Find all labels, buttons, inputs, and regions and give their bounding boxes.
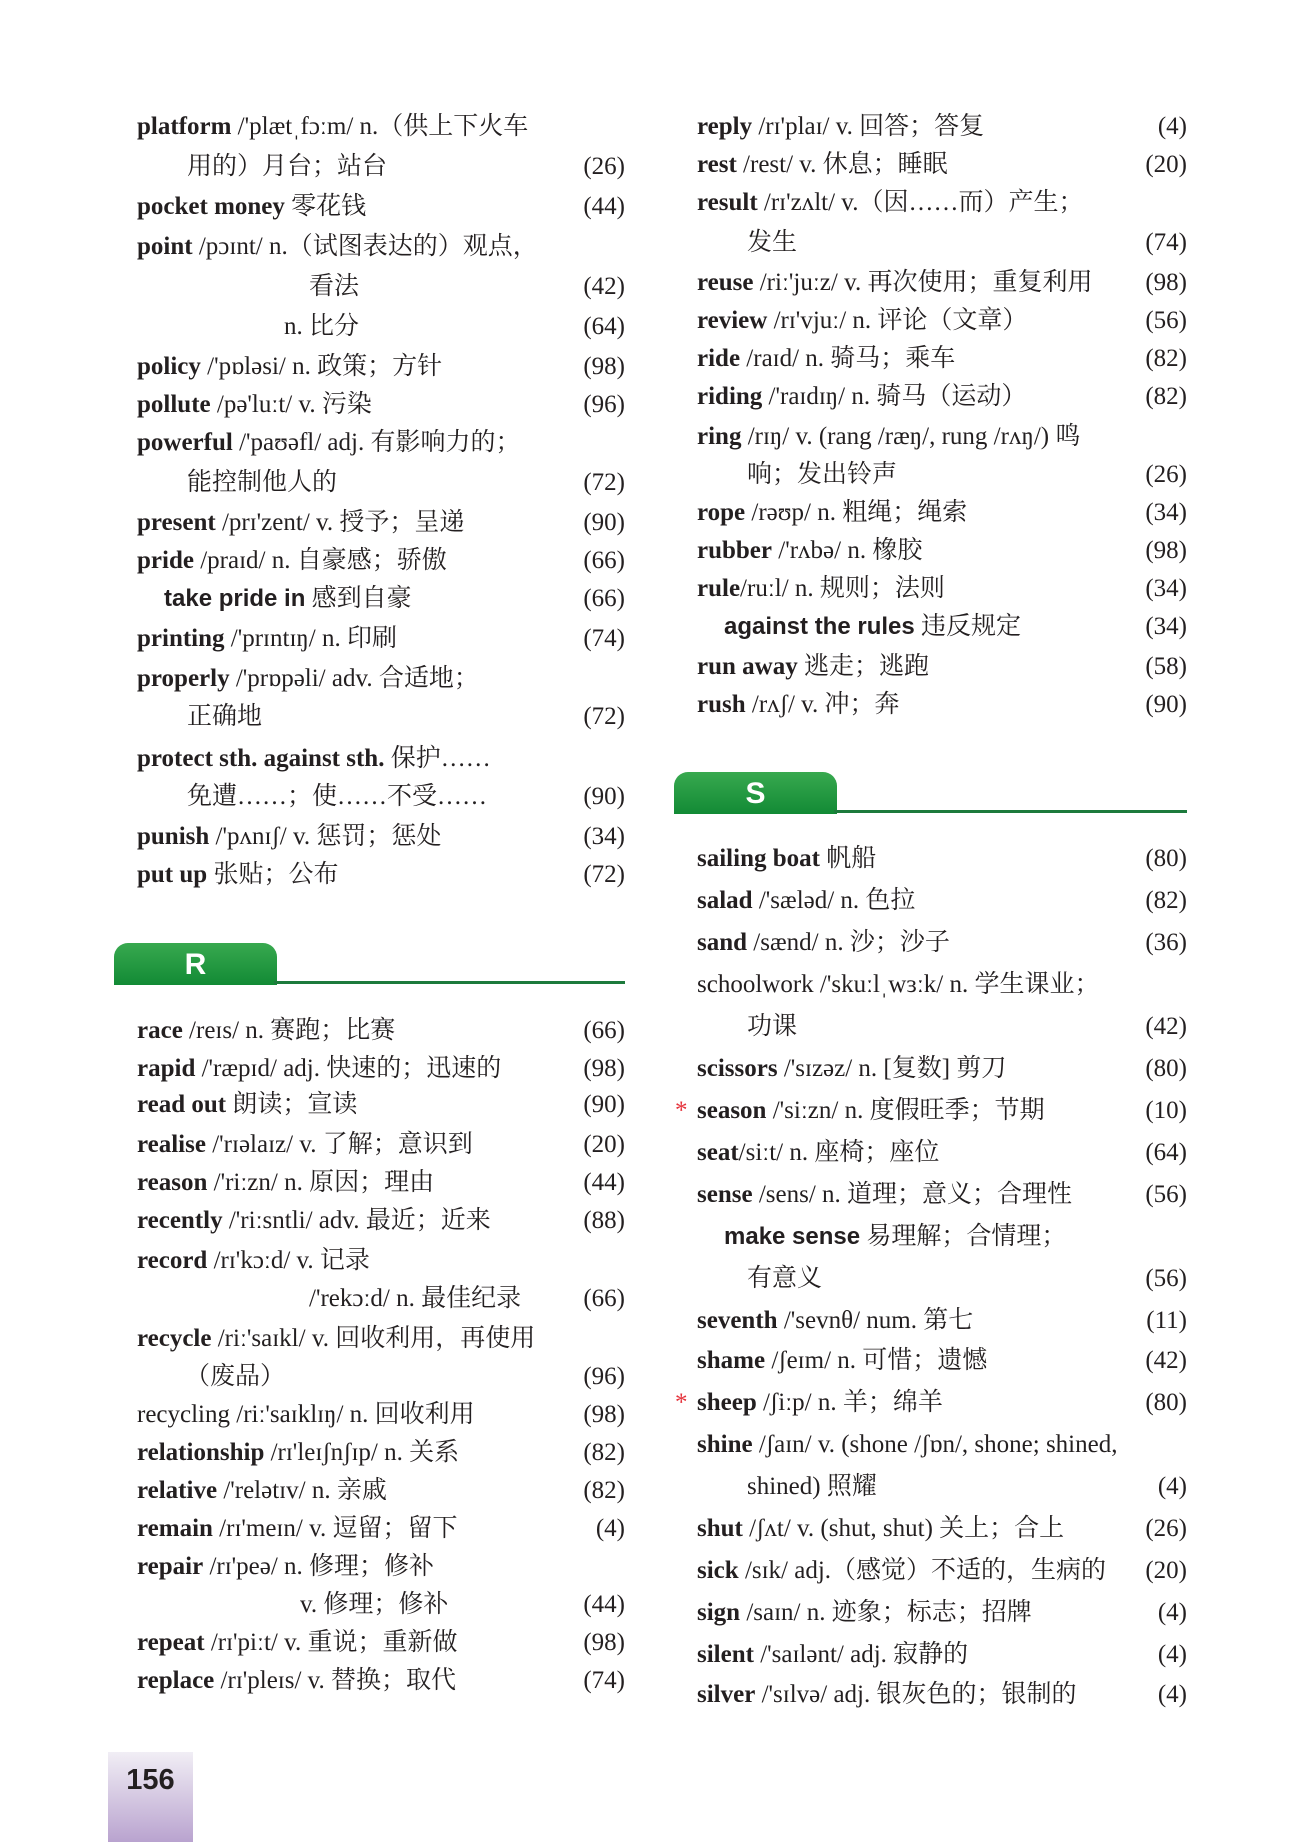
headword: present	[137, 509, 216, 536]
page-ref: (72)	[583, 469, 625, 496]
section-rule	[834, 810, 1187, 813]
definition: 功课	[747, 1013, 798, 1040]
page-ref: (90)	[583, 1091, 625, 1118]
entry-salad	[697, 882, 1187, 920]
entry-repair	[137, 1548, 625, 1586]
headword: punish	[137, 823, 210, 850]
headword: repeat	[137, 1629, 205, 1656]
page-ref: (20)	[1145, 151, 1187, 178]
definition: 朗读；宣读	[226, 1091, 358, 1118]
entry-shame	[697, 1342, 1187, 1380]
headword: reuse	[697, 269, 754, 296]
definition: /ʃʌt/ v. (shut, shut) 关上；合上	[742, 1515, 1065, 1542]
definition: /'sevnθ/ num. 第七	[777, 1307, 974, 1334]
entry-continuation	[137, 1358, 625, 1396]
definition: /'siːzn/ n. 度假旺季；节期	[766, 1097, 1045, 1124]
entry-relationship	[137, 1434, 625, 1472]
definition: /rɪ'zʌlt/ v.（因……而）产生；	[757, 189, 1084, 216]
entry-shine	[697, 1426, 1187, 1464]
page-ref: (66)	[583, 1285, 625, 1312]
entry-continuation	[697, 1260, 1187, 1298]
definition: /sænd/ n. 沙；沙子	[747, 929, 950, 956]
headword: read out	[137, 1091, 227, 1118]
page-ref: (74)	[583, 1667, 625, 1694]
page-ref: (26)	[1145, 1515, 1187, 1542]
section-letter: R	[114, 943, 277, 985]
page-ref: (82)	[583, 1439, 625, 1466]
entry-printing	[137, 620, 625, 658]
entry-sick	[697, 1552, 1187, 1590]
page-ref: (72)	[583, 861, 625, 888]
page-ref: (82)	[1145, 345, 1187, 372]
page-ref: (66)	[583, 1017, 625, 1044]
page-ref: (88)	[583, 1207, 625, 1234]
page-ref: (96)	[583, 1363, 625, 1390]
headword: platform	[137, 113, 232, 140]
page-ref: (64)	[583, 313, 625, 340]
entry-continuation	[137, 268, 625, 306]
definition: 张贴；公布	[207, 861, 339, 888]
entry-rope	[697, 494, 1187, 532]
headword: rush	[697, 691, 746, 718]
entry-present	[137, 504, 625, 542]
headword: sailing boat	[697, 845, 820, 872]
entry-ride	[697, 340, 1187, 378]
page-ref: (90)	[1145, 691, 1187, 718]
entry-continuation	[137, 698, 625, 736]
definition: /'rekɔːd/ n. 最佳纪录	[309, 1285, 522, 1312]
entry-recycle	[137, 1320, 625, 1358]
entry-pocket-money	[137, 188, 625, 226]
entry-put-up	[137, 856, 625, 894]
headword: recently	[137, 1207, 223, 1234]
page-ref: (26)	[1145, 461, 1187, 488]
page-ref: (20)	[1145, 1557, 1187, 1584]
headword: repair	[137, 1553, 204, 1580]
definition: 用的）月台；站台	[187, 153, 388, 180]
star-marker: *	[675, 1097, 688, 1124]
entry-protect	[137, 740, 625, 778]
entry-record	[137, 1242, 625, 1280]
entry-rubber	[697, 532, 1187, 570]
definition: v. 修理；修补	[300, 1591, 449, 1618]
entry-scissors	[697, 1050, 1187, 1088]
definition: 发生	[747, 229, 798, 256]
page-ref: (58)	[1145, 653, 1187, 680]
headword: ride	[697, 345, 741, 372]
entry-sense	[697, 1176, 1187, 1214]
definition: /rɪ'pleɪs/ v. 替换；取代	[214, 1667, 457, 1694]
page-ref: (90)	[583, 783, 625, 810]
page-ref: (44)	[583, 1591, 625, 1618]
entry-silver	[697, 1676, 1187, 1714]
headword: rule	[697, 575, 741, 602]
headword: review	[697, 307, 768, 334]
page-ref: (80)	[1145, 1389, 1187, 1416]
page-ref: (98)	[1145, 269, 1187, 296]
entry-reply	[697, 108, 1187, 146]
definition: /riː'saɪkl/ v. 回收利用，再使用	[211, 1325, 536, 1352]
entry-season	[675, 1092, 1187, 1130]
definition: /'sæləd/ n. 色拉	[752, 887, 916, 914]
definition: （废品）	[185, 1363, 286, 1390]
headword: relative	[137, 1477, 218, 1504]
entry-sheep	[675, 1384, 1187, 1422]
entry-result	[697, 184, 1187, 222]
definition: recycling /riː'saɪklɪŋ/ n. 回收利用	[137, 1401, 475, 1428]
definition: /'pɒləsi/ n. 政策；方针	[200, 353, 443, 380]
entry-run-away	[697, 648, 1187, 686]
definition: /'sɪzəz/ n. [复数] 剪刀	[777, 1055, 1007, 1082]
page-ref: (72)	[583, 703, 625, 730]
entry-sailing-boat	[697, 840, 1187, 878]
definition: 免遭……；使……不受……	[187, 783, 488, 810]
definition: /rest/ v. 休息；睡眠	[736, 151, 948, 178]
entry-pollute	[137, 386, 625, 424]
headword: protect sth. against sth.	[137, 745, 385, 772]
page-ref: (56)	[1145, 1265, 1187, 1292]
page-ref: (82)	[1145, 887, 1187, 914]
page-ref: (36)	[1145, 929, 1187, 956]
definition: 保护……	[384, 745, 491, 772]
entry-replace	[137, 1662, 625, 1700]
headword: reply	[697, 113, 753, 140]
definition: /'ræpɪd/ adj. 快速的；迅速的	[195, 1055, 502, 1082]
entry-continuation	[137, 1586, 625, 1624]
entry-continuation	[697, 1008, 1187, 1046]
page-ref: (44)	[583, 1169, 625, 1196]
page-ref: (56)	[1145, 307, 1187, 334]
headword: shine	[697, 1431, 753, 1458]
entry-properly	[137, 660, 625, 698]
definition: /rɪ'leɪʃnʃɪp/ n. 关系	[264, 1439, 460, 1466]
headword: replace	[137, 1667, 215, 1694]
page-ref: (98)	[583, 1055, 625, 1082]
definition: /rəʊp/ n. 粗绳；绳索	[745, 499, 968, 526]
definition: shined) 照耀	[747, 1473, 877, 1500]
star-marker: *	[675, 1389, 688, 1416]
headword: silent	[697, 1641, 754, 1668]
definition: /ʃaɪn/ v. (shone /ʃɒn/, shone; shined,	[752, 1431, 1118, 1458]
entry-take-pride-in	[137, 580, 625, 618]
page-ref: (44)	[583, 193, 625, 220]
page-ref: (74)	[583, 625, 625, 652]
entry-against-the-rules	[697, 608, 1187, 646]
page-ref: (42)	[1145, 1347, 1187, 1374]
headword: make sense	[724, 1223, 861, 1250]
entry-rapid	[137, 1050, 625, 1088]
headword: rubber	[697, 537, 772, 564]
entry-continuation	[697, 224, 1187, 262]
entry-continuation	[162, 1280, 625, 1318]
definition: /saɪn/ n. 迹象；标志；招牌	[740, 1599, 1032, 1626]
definition: /'paʊəfl/ adj. 有影响力的；	[232, 429, 521, 456]
entry-race	[137, 1012, 625, 1050]
definition: /rɪ'meɪn/ v. 逗留；留下	[212, 1515, 458, 1542]
definition: /pɔɪnt/ n.（试图表达的）观点，	[192, 233, 538, 260]
definition: /rɪ'peə/ n. 修理；修补	[203, 1553, 435, 1580]
page-ref: (98)	[583, 1401, 625, 1428]
headword: relationship	[137, 1439, 265, 1466]
page-ref: (74)	[1145, 229, 1187, 256]
page-ref: (10)	[1145, 1097, 1187, 1124]
definition: /rɪ'kɔːd/ v. 记录	[207, 1247, 370, 1274]
entry-repeat	[137, 1624, 625, 1662]
definition: /'pʌnɪʃ/ v. 惩罚；惩处	[209, 823, 442, 850]
page-ref: (66)	[583, 585, 625, 612]
definition: /'riːsntli/ adv. 最近；近来	[222, 1207, 491, 1234]
section-letter: S	[674, 772, 837, 814]
entry-recycling	[137, 1396, 625, 1434]
definition: /'saɪlənt/ adj. 寂静的	[753, 1641, 969, 1668]
page-ref: (42)	[583, 273, 625, 300]
definition: /'sɪlvə/ adj. 银灰色的；银制的	[755, 1681, 1077, 1708]
entry-policy	[137, 348, 625, 386]
headword: rope	[697, 499, 746, 526]
definition: /rɪ'plaɪ/ v. 回答；答复	[752, 113, 985, 140]
entry-continuation	[137, 464, 625, 502]
page-ref: (34)	[1145, 575, 1187, 602]
definition: /'prɪntɪŋ/ n. 印刷	[224, 625, 397, 652]
headword: record	[137, 1247, 208, 1274]
headword: remain	[137, 1515, 213, 1542]
page-ref: (98)	[583, 1629, 625, 1656]
headword: rapid	[137, 1055, 196, 1082]
entry-powerful	[137, 424, 625, 462]
entry-review	[697, 302, 1187, 340]
headword: seat	[697, 1139, 739, 1166]
page-ref: (34)	[1145, 499, 1187, 526]
headword: sick	[697, 1557, 739, 1584]
definition: /prɪ'zent/ v. 授予；呈递	[215, 509, 465, 536]
headword: pride	[137, 547, 194, 574]
page-ref: (4)	[1157, 1473, 1187, 1500]
entry-rest	[697, 146, 1187, 184]
section-rule	[274, 981, 625, 984]
headword: rest	[697, 151, 737, 178]
headword: point	[137, 233, 193, 260]
entry-shut	[697, 1510, 1187, 1548]
headword: ring	[697, 423, 742, 450]
definition: 能控制他人的	[187, 469, 338, 496]
definition: /riː'juːz/ v. 再次使用；重复利用	[753, 269, 1093, 296]
definition: /'rɪəlaɪz/ v. 了解；意识到	[205, 1131, 473, 1158]
definition: /'plætˌfɔːm/ n.（供上下火车	[231, 113, 529, 140]
headword: sheep	[697, 1389, 757, 1416]
definition: 响；发出铃声	[747, 461, 898, 488]
definition: 易理解；合情理；	[860, 1223, 1067, 1250]
section-header-s	[674, 772, 1187, 814]
definition: /'raɪdɪŋ/ n. 骑马（运动）	[762, 383, 1027, 410]
definition: /'prɒpəli/ adv. 合适地；	[229, 665, 479, 692]
entry-rule	[697, 570, 1187, 608]
definition: /sɪk/ adj.（感觉）不适的，生病的	[738, 1557, 1107, 1584]
headword: run away	[697, 653, 798, 680]
definition: /sens/ n. 道理；意义；合理性	[752, 1181, 1073, 1208]
page-ref: (80)	[1145, 1055, 1187, 1082]
page-ref: (4)	[1157, 1641, 1187, 1668]
headword: properly	[137, 665, 230, 692]
entry-point	[137, 228, 625, 266]
page-ref: (11)	[1146, 1307, 1187, 1334]
definition: /raɪd/ n. 骑马；乘车	[740, 345, 956, 372]
page-ref: (42)	[1145, 1013, 1187, 1040]
headword: realise	[137, 1131, 206, 1158]
headword: seventh	[697, 1307, 778, 1334]
entry-continuation	[697, 456, 1187, 494]
headword: policy	[137, 353, 201, 380]
definition: /rɪ'vjuː/ n. 评论（文章）	[767, 307, 1028, 334]
entry-pride	[137, 542, 625, 580]
entry-remain	[137, 1510, 625, 1548]
definition: /reɪs/ n. 赛跑；比赛	[182, 1017, 396, 1044]
page-number: 156	[126, 1764, 175, 1796]
headword: riding	[697, 383, 763, 410]
page-ref: (26)	[583, 153, 625, 180]
headword: salad	[697, 887, 753, 914]
entry-silent	[697, 1636, 1187, 1674]
page-ref: (4)	[1157, 113, 1187, 140]
headword: put up	[137, 861, 208, 888]
headword: race	[137, 1017, 183, 1044]
definition: /'riːzn/ n. 原因；理由	[207, 1169, 435, 1196]
definition: 感到自豪	[305, 585, 412, 612]
page-ref: (96)	[583, 391, 625, 418]
entry-seat	[697, 1134, 1187, 1172]
entry-sign	[697, 1594, 1187, 1632]
page-ref: (90)	[583, 509, 625, 536]
definition: 违反规定	[914, 613, 1021, 640]
entry-rush	[697, 686, 1187, 724]
definition: 正确地	[187, 703, 263, 730]
page-ref: (20)	[583, 1131, 625, 1158]
headword: sense	[697, 1181, 753, 1208]
definition: schoolwork /'skuːlˌwɜːk/ n. 学生课业；	[697, 971, 1100, 998]
page-ref: (4)	[1157, 1599, 1187, 1626]
entry-continuation	[137, 778, 625, 816]
page-ref: (64)	[1145, 1139, 1187, 1166]
definition: /siːt/ n. 座椅；座位	[738, 1139, 940, 1166]
definition: /ʃiːp/ n. 羊；绵羊	[756, 1389, 943, 1416]
entry-seventh	[697, 1302, 1187, 1340]
definition: n. 比分	[284, 313, 360, 340]
headword: take pride in	[164, 585, 306, 612]
entry-continuation	[697, 1468, 1187, 1506]
headword: shame	[697, 1347, 766, 1374]
page-ref: (98)	[1145, 537, 1187, 564]
section-header-r	[114, 943, 625, 985]
definition: /rɪ'piːt/ v. 重说；重新做	[204, 1629, 458, 1656]
headword: sign	[697, 1599, 741, 1626]
headword: printing	[137, 625, 225, 652]
headword: recycle	[137, 1325, 212, 1352]
definition: /rʌʃ/ v. 冲；奔	[745, 691, 900, 718]
definition: /ruːl/ n. 规则；法则	[740, 575, 945, 602]
page-ref: (34)	[1145, 613, 1187, 640]
headword: shut	[697, 1515, 743, 1542]
entry-make-sense	[697, 1218, 1187, 1256]
definition: 有意义	[747, 1265, 823, 1292]
definition: /rɪŋ/ v. (rang /ræŋ/, rung /rʌŋ/) 鸣	[741, 423, 1081, 450]
headword: scissors	[697, 1055, 778, 1082]
entry-recently	[137, 1202, 625, 1240]
headword: pollute	[137, 391, 211, 418]
entry-platform	[137, 108, 625, 146]
entry-read-out	[137, 1086, 625, 1124]
headword: silver	[697, 1681, 756, 1708]
page-ref: (80)	[1145, 845, 1187, 872]
headword: reason	[137, 1169, 208, 1196]
definition: /pə'luːt/ v. 污染	[210, 391, 372, 418]
entry-schoolwork	[697, 966, 1187, 1004]
page-ref: (56)	[1145, 1181, 1187, 1208]
entry-continuation	[137, 148, 625, 186]
definition: /praɪd/ n. 自豪感；骄傲	[193, 547, 447, 574]
page-ref: (66)	[583, 547, 625, 574]
entry-punish	[137, 818, 625, 856]
headword: sand	[697, 929, 748, 956]
entry-reuse	[697, 264, 1187, 302]
entry-ring	[697, 418, 1187, 456]
entry-riding	[697, 378, 1187, 416]
page-ref: (4)	[1157, 1681, 1187, 1708]
page-ref: (82)	[583, 1477, 625, 1504]
headword: against the rules	[724, 613, 915, 640]
page-ref: (82)	[1145, 383, 1187, 410]
definition: /'rʌbə/ n. 橡胶	[772, 537, 923, 564]
definition: /'relətɪv/ n. 亲戚	[217, 1477, 387, 1504]
headword: result	[697, 189, 758, 216]
definition: 零花钱	[284, 193, 367, 220]
definition: 逃走；逃跑	[797, 653, 929, 680]
page-ref: (4)	[595, 1515, 625, 1542]
definition: /ʃeɪm/ n. 可惜；遗憾	[765, 1347, 988, 1374]
page-ref: (34)	[583, 823, 625, 850]
entry-realise	[137, 1126, 625, 1164]
headword: powerful	[137, 429, 233, 456]
entry-reason	[137, 1164, 625, 1202]
headword: season	[697, 1097, 767, 1124]
entry-continuation	[137, 308, 625, 346]
definition: 看法	[309, 273, 360, 300]
entry-sand	[697, 924, 1187, 962]
entry-relative	[137, 1472, 625, 1510]
page-ref: (98)	[583, 353, 625, 380]
headword: pocket money	[137, 193, 285, 220]
definition: 帆船	[819, 845, 877, 872]
